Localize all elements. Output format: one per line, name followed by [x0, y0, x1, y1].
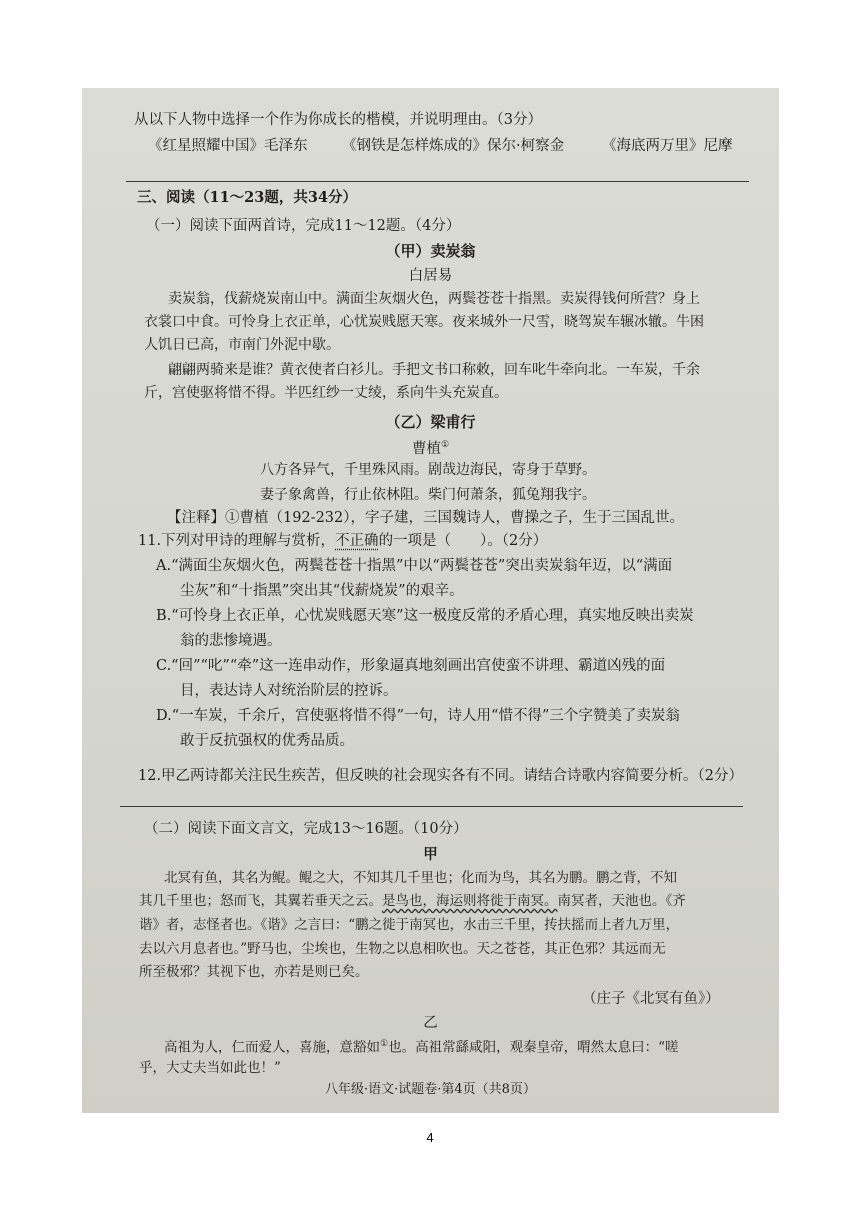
text-jia-line: 去以六月息者也。”野马也，尘埃也，生物之以息相吹也。天之苍苍，其正色邪？其远而无: [139, 941, 666, 957]
divider: [120, 806, 743, 807]
divider: [126, 181, 749, 182]
poem-a-author: 白居易: [408, 268, 453, 284]
poem-a-line: 翩翩两骑来是谁？黄衣使者白衫儿。手把文书口称敕，回车叱牛牵向北。一车炭，千余: [168, 362, 700, 378]
part2-intro: （二）阅读下面文言文，完成13～16题。（10分）: [144, 821, 468, 837]
part1-intro: （一）阅读下面两首诗，完成11～12题。（4分）: [146, 218, 461, 234]
poem-a-line: 卖炭翁，伐薪烧炭南山中。满面尘灰烟火色，两鬓苍苍十指黑。卖炭得钱何所营？身上: [168, 291, 700, 307]
option-d: D.“一车炭，千余斤，宫使驱将惜不得”一句，诗人用“惜不得”三个字赞美了卖炭翁: [156, 708, 680, 724]
option-c: C.“回”“叱”“牵”这一连串动作，形象逼真地刻画出宫使蛮不讲理、霸道凶残的面: [156, 658, 666, 674]
text-jia-line: 谐》者，志怪者也。《谐》之言曰：“鹏之徙于南冥也，水击三千里，抟扶摇而上者九万里，: [139, 917, 680, 933]
option-pavel: 《钢铁是怎样炼成的》保尔·柯察金: [342, 138, 565, 154]
poem-b-line: 八方各异气，千里殊风雨。剧哉边海民，寄身于草野。: [260, 462, 596, 478]
section-heading: 三、阅读（11～23题，共34分）: [137, 189, 358, 206]
poem-b-line: 妻子象禽兽，行止依林阻。柴门何萧条，狐兔翔我宇。: [260, 487, 596, 503]
exam-page-photo: [82, 88, 779, 1113]
text-jia-line: 其几千里也；怒而飞，其翼若垂天之云。是鸟也，海运则将徙于南冥。南冥者，天池也。《齐: [139, 893, 686, 909]
option-d-cont: 敢于反抗强权的优秀品质。: [180, 733, 354, 749]
question-12: 12.甲乙两诗都关注民生疾苦，但反映的社会现实各有不同。请结合诗歌内容简要分析。（2分）: [138, 768, 744, 784]
poem-a-line: 斤，宫使驱将惜不得。半匹红纱一丈绫，系向牛头充炭直。: [144, 385, 508, 401]
option-b-cont: 翁的悲惨境遇。: [180, 633, 282, 649]
page-footer: 八年级·语文·试题卷·第4页（共8页）: [325, 1082, 536, 1097]
poem-a-title: （甲）卖炭翁: [385, 242, 476, 260]
instruction-text: 从以下人物中选择一个作为你成长的楷模，并说明理由。（3分）: [134, 112, 542, 128]
option-mao: 《红星照耀中国》毛泽东: [148, 138, 308, 154]
text-yi-line: 高祖为人，仁而爱人，喜施，意豁如①也。高祖常繇咸阳，观秦皇帝，喟然太息曰：“嗟: [164, 1039, 679, 1056]
poem-b-title: （乙）梁甫行: [385, 413, 476, 431]
text-jia-source: （庄子《北冥有鱼》）: [582, 991, 720, 1007]
poem-b-author: 曹植①: [411, 440, 450, 457]
option-nemo: 《海底两万里》尼摩: [602, 138, 733, 154]
text-jia-label: 甲: [423, 846, 438, 863]
text-yi-line: 乎，大丈夫当如此也！”: [139, 1060, 281, 1076]
page-number: 4: [426, 1130, 434, 1145]
text-yi-label: 乙: [423, 1015, 438, 1031]
option-c-cont: 目，表达诗人对统治阶层的控诉。: [180, 683, 398, 699]
text-jia-line: 所至极邪？其视下也，亦若是则已矣。: [139, 964, 369, 980]
option-a: A.“满面尘灰烟火色，两鬓苍苍十指黑”中以“两鬓苍苍”突出卖炭翁年迈，以“满面: [156, 558, 673, 574]
option-b: B.“可怜身上衣正单，心忧炭贱愿天寒”这一极度反常的矛盾心理，真实地反映出卖炭: [156, 608, 694, 624]
option-a-cont: 尘灰”和“十指黑”突出其“伐薪烧炭”的艰辛。: [180, 583, 464, 599]
question-11-stem: 11.下列对甲诗的理解与赏析，不正确的一项是（ ）。（2分）: [138, 533, 548, 549]
poem-a-line: 衣裳口中食。可怜身上衣正单，心忧炭贱愿天寒。夜来城外一尺雪，晓驾炭车辗冰辙。牛困: [144, 314, 704, 330]
text-jia-line: 北冥有鱼，其名为鲲。鲲之大，不知其几千里也；化而为鸟，其名为鹏。鹏之背，不知: [164, 870, 677, 886]
poem-a-line: 人饥日已高，市南门外泥中歇。: [144, 337, 340, 353]
poem-b-note: 【注释】①曹植（192-232），字子建，三国魏诗人，曹操之子，生于三国乱世。: [167, 510, 684, 526]
